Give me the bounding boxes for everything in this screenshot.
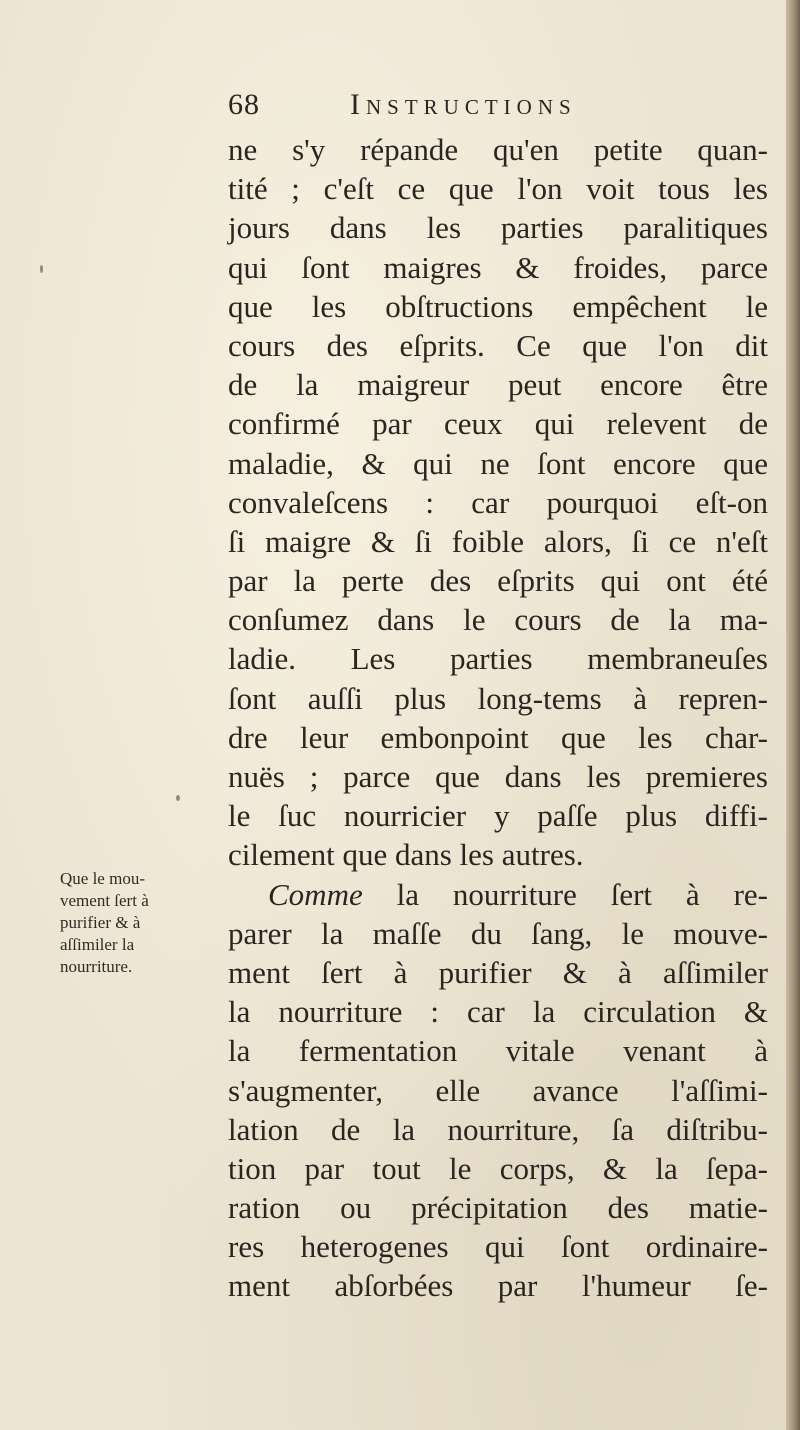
marginal-note-line: aſſimiler la	[60, 935, 135, 954]
page-binding-edge	[786, 0, 800, 1430]
text-line: lation de la nourriture, ſa diſtribu-	[228, 1111, 768, 1147]
text-line: dre leur embonpoint que les char-	[228, 719, 768, 755]
text-line: convaleſcens : car pourquoi eſt-on	[228, 484, 768, 520]
marginal-note-line: purifier & à	[60, 913, 141, 932]
text-line: de la maigreur peut encore être	[228, 367, 768, 403]
text-line: que les obſtructions empêchent le	[228, 288, 768, 324]
text-line: cilement que dans les autres.	[228, 837, 584, 873]
text-line: jours dans les parties paralitiques	[228, 210, 768, 246]
text-line: ladie. Les parties membraneuſes	[228, 641, 768, 677]
paragraph-first-line	[228, 875, 768, 914]
text-line: nuës ; parce que dans les premieres	[228, 759, 768, 794]
text-line: ment abſorbées par l'humeur ſe-	[228, 1268, 768, 1304]
text-line: par la perte des eſprits qui ont été	[228, 563, 768, 599]
text-line: ſont auſſi plus long-tems à repren-	[228, 680, 768, 716]
text-line: conſumez dans le cours de la ma-	[228, 602, 768, 638]
text-line: ration ou précipitation des matie-	[228, 1190, 768, 1226]
text-line: cours des eſprits. Ce que l'on dit	[228, 327, 768, 363]
page-number: 68	[228, 88, 260, 121]
marginal-note-line: vement ſert à	[60, 891, 149, 910]
text-line: tion par tout le corps, & la ſepa-	[228, 1150, 768, 1186]
body-text	[228, 130, 768, 1306]
text-line: ſi maigre & ſi foible alors, ſi ce n'eſt	[228, 523, 768, 559]
text-line: confirmé par ceux qui relevent de	[228, 406, 768, 442]
first-line-rest: la nourriture ſert à re-	[362, 876, 768, 912]
marginal-note-line: Que le mou-	[60, 869, 145, 888]
text-line: maladie, & qui ne ſont encore que	[228, 445, 768, 481]
text-line: la nourriture : car la circulation &	[228, 994, 768, 1030]
text-line: ne s'y répande qu'en petite quan-	[228, 132, 768, 167]
text-line: tité ; c'eſt ce que l'on voit tous les	[228, 171, 768, 207]
ink-speck	[40, 265, 43, 273]
text-line: parer la maſſe du ſang, le mouve-	[228, 915, 768, 951]
ink-speck	[176, 795, 180, 801]
text-line: ment ſert à purifier & à aſſimiler	[228, 954, 768, 990]
page-header	[228, 88, 768, 128]
text-line: le ſuc nourricier y paſſe plus diffi-	[228, 798, 768, 834]
text-line: la fermentation vitale venant à	[228, 1033, 768, 1069]
italic-lead-word: Comme	[268, 876, 363, 912]
text-line: qui ſont maigres & froides, parce	[228, 249, 768, 285]
text-line: res heterogenes qui ſont ordinaire-	[228, 1229, 768, 1265]
marginal-note	[60, 868, 220, 978]
running-title: Instructions	[350, 88, 577, 121]
marginal-note-line: nourriture.	[60, 957, 133, 976]
text-line: s'augmenter, elle avance l'aſſimi-	[228, 1072, 768, 1108]
